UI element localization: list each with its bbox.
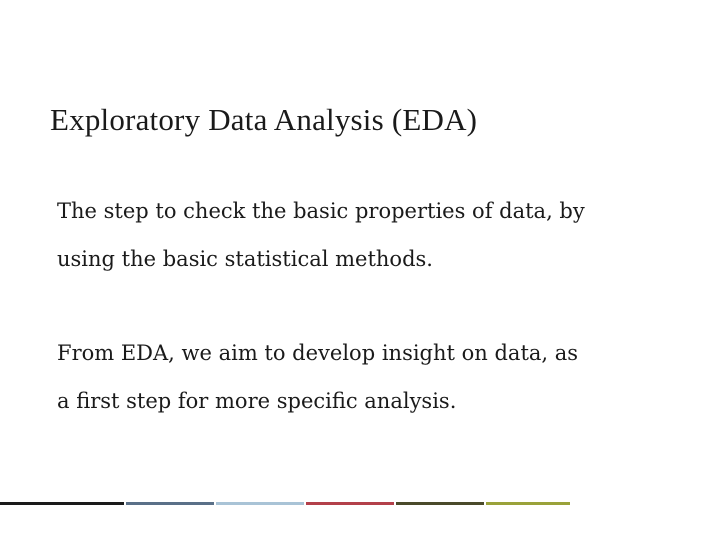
footer-bar-3 <box>216 502 304 505</box>
footer-bar-6 <box>486 502 570 505</box>
footer-bar-5 <box>396 502 484 505</box>
paragraph-aim <box>57 329 697 425</box>
paragraph-line: using the basic statistical methods. <box>57 247 433 271</box>
footer-bar-2 <box>126 502 214 505</box>
paragraph-line: From EDA, we aim to develop insight on data, as <box>57 341 579 365</box>
paragraph-line: a first step for more specific analysis. <box>57 389 457 413</box>
footer-bar-1 <box>0 502 124 505</box>
paragraph-line: The step to check the basic properties of data, by <box>57 199 585 223</box>
footer-bar-4 <box>306 502 394 505</box>
paragraph-definition <box>57 187 697 283</box>
slide-title: Exploratory Data Analysis (EDA) <box>50 102 478 137</box>
footer-color-bars <box>0 502 570 505</box>
